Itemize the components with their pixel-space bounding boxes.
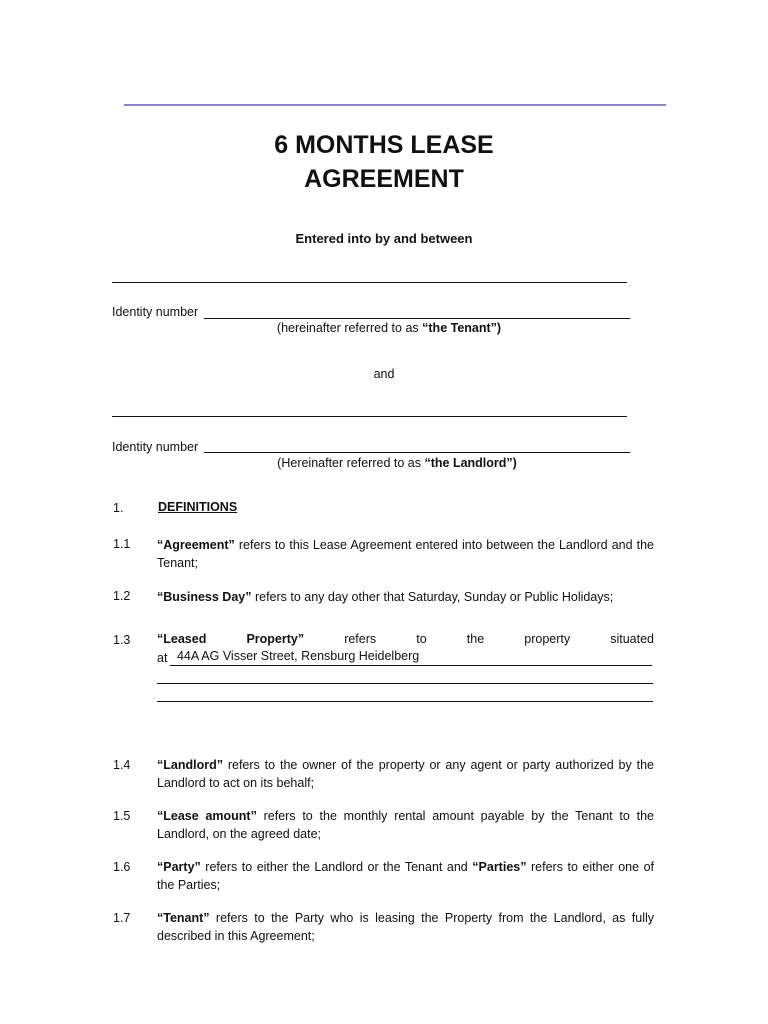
tenant-name-line bbox=[112, 282, 627, 283]
clause-term-word: Property” bbox=[246, 632, 305, 646]
clause-term: “Business Day” bbox=[157, 590, 252, 604]
clause-text: refers to the owner of the property or any agent or party authorized by the Landlord to act on its behalf; bbox=[157, 758, 654, 790]
clause-1-1 bbox=[157, 536, 654, 572]
clause-text: refers to either the Landlord or the Tenant and bbox=[200, 860, 473, 874]
document-title-line1: 6 MONTHS LEASE bbox=[274, 131, 494, 159]
landlord-name-line bbox=[112, 416, 627, 417]
clause-1-3-line1 bbox=[157, 632, 654, 646]
landlord-identity-label: Identity number bbox=[112, 440, 199, 454]
address-line-2 bbox=[157, 683, 653, 684]
clause-text: refers to either one of the Parties; bbox=[157, 860, 654, 892]
clause-1-2 bbox=[157, 588, 654, 606]
clause-text: refers to this Lease Agreement entered into between the Landlord and the Tenant; bbox=[157, 538, 654, 570]
tenant-referred-note bbox=[0, 321, 768, 335]
clause-term: “Parties” bbox=[472, 860, 527, 874]
clause-number: 1.1 bbox=[113, 537, 131, 551]
clause-word: refers bbox=[344, 632, 377, 646]
and-text: and bbox=[373, 367, 395, 381]
tenant-identity-line bbox=[204, 318, 630, 319]
clause-1-5 bbox=[157, 807, 654, 843]
document-title-line2: AGREEMENT bbox=[304, 165, 464, 193]
clause-term: “Party” bbox=[157, 860, 201, 874]
clause-word: to bbox=[416, 632, 427, 646]
clause-term: “Landlord” bbox=[157, 758, 223, 772]
clause-term-word: “Leased bbox=[157, 632, 207, 646]
address-line-3 bbox=[157, 701, 653, 702]
landlord-referred-note bbox=[0, 456, 768, 470]
header-rule bbox=[124, 104, 666, 106]
clause-number: 1.6 bbox=[113, 860, 131, 874]
section-heading: DEFINITIONS bbox=[158, 500, 238, 514]
clause-number: 1.7 bbox=[113, 911, 131, 925]
clause-number: 1.2 bbox=[113, 589, 131, 603]
clause-1-7 bbox=[157, 909, 654, 945]
clause-1-3-at: at bbox=[157, 651, 168, 665]
clause-text: refers to any day other that Saturday, Sunday or Public Holidays; bbox=[251, 590, 614, 604]
clause-1-4 bbox=[157, 756, 654, 792]
property-address-field: 44A AG Visser Street, Rensburg Heidelberg bbox=[170, 648, 652, 666]
clause-text: refers to the monthly rental amount payable by the Tenant to the Landlord, on the agreed date; bbox=[157, 809, 654, 841]
subtitle: Entered into by and between bbox=[295, 231, 473, 246]
tenant-referred-prefix: (hereinafter referred to as bbox=[276, 321, 423, 335]
clause-word: the bbox=[466, 632, 485, 646]
clause-word: property bbox=[524, 632, 571, 646]
clause-text: refers to the Party who is leasing the Property from the Landlord, as fully described in this Agreement; bbox=[157, 911, 654, 943]
section-number: 1. bbox=[113, 501, 124, 515]
clause-number: 1.5 bbox=[113, 809, 131, 823]
landlord-referred-prefix: (Hereinafter referred to as bbox=[277, 456, 425, 470]
clause-term: “Agreement” bbox=[157, 538, 235, 552]
landlord-referred-name: “the Landlord”) bbox=[424, 456, 517, 470]
clause-number: 1.3 bbox=[113, 633, 131, 647]
clause-1-6 bbox=[157, 858, 654, 894]
clause-term: “Tenant” bbox=[157, 911, 210, 925]
landlord-identity-line bbox=[204, 452, 630, 453]
tenant-identity-label: Identity number bbox=[112, 305, 199, 319]
clause-term: “Lease amount” bbox=[157, 809, 257, 823]
tenant-referred-name: “the Tenant”) bbox=[422, 321, 502, 335]
clause-number: 1.4 bbox=[113, 758, 131, 772]
clause-word: situated bbox=[610, 632, 654, 646]
